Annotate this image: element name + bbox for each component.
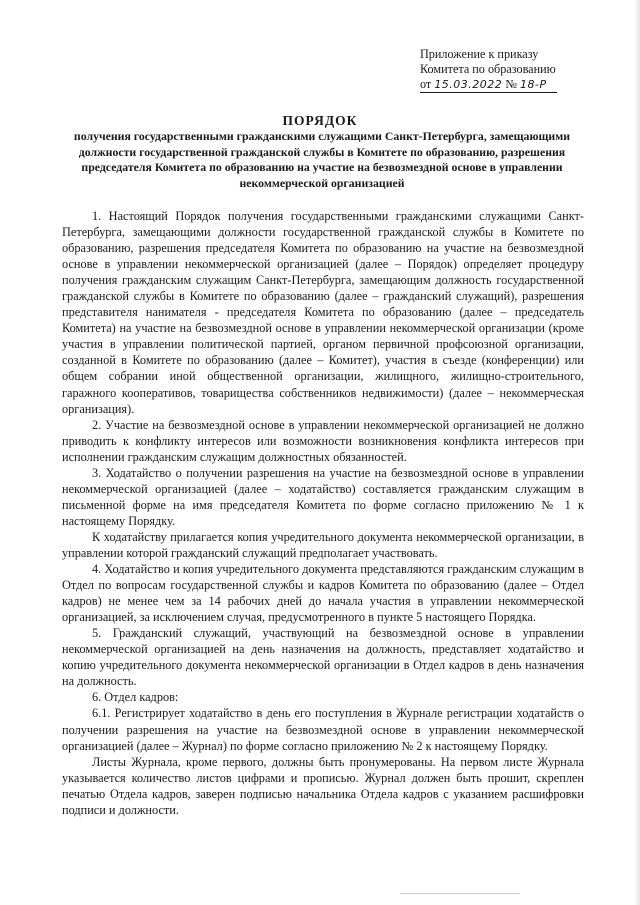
paragraph-6: 6. Отдел кадров:	[92, 690, 179, 705]
paragraph-4: 4. Ходатайство и копия учредительного документа представляются гражданским служащим в Отдел по вопросам государственной службы и кадров Комитета по образованию (далее – Отдел кадров) не менее чем за 14 рабочих дней до начала участия в управлении некоммерческой организацией, за исключением случая, предусмотренного в пункте 5 настоящего Порядка.	[62, 562, 584, 625]
appendix-line-2: Комитета по образованию	[420, 62, 556, 76]
paragraph-5: 5. Гражданский служащий, участвующий на безвозмездной основе в управлении некоммерческой организацией на день назначения на должность, представляет ходатайство и копию учредительного документа некоммерческой организации в Отдел кадров в день назначения на должность.	[62, 626, 584, 689]
appendix-date-line	[420, 77, 557, 93]
paragraph-2: 2. Участие на безвозмездной основе в управлении некоммерческой организацией не должно приводить к конфликту интересов или возможности возникновения конфликта интересов при исполнении гражданским служащим должностных обязанностей.	[62, 417, 584, 464]
document-title: ПОРЯДОК	[282, 113, 358, 128]
scan-artifact-line	[400, 893, 520, 894]
date-prefix: от	[420, 77, 432, 91]
appendix-header	[420, 47, 557, 93]
appendix-line-1: Приложение к приказу	[420, 47, 539, 61]
paragraph-journal-sheets: Листы Журнала, кроме первого, должны быть пронумерованы. На первом листе Журнала указывается количество листов цифрами и прописью. Журнал должен быть прошит, скреплен печатью Отдела кадров, заверен подписью начальника Отдела кадров с указанием расшифровки подписи и должности.	[62, 754, 584, 817]
paragraph-1: 1. Настоящий Порядок получения государственными гражданскими служащими Санкт-Петербурга, замещающими должности государственной гражданской службы в Комитете по образованию, разрешения председателя Комитета по образованию на участие на безвозмездной основе в управлении некоммерческой организацией (далее – Порядок) определяет процедуру получения гражданским служащим Санкт-Петербурга, замещающим должность государственной гражданской службы в Комитете по образованию (далее – гражданский служащий), разрешения представителя нанимателя - председателя Комитета по образованию (далее – председатель Комитета) на участие на безвозмездной основе в управлении некоммерческой организации (кроме участия в управлении политической партией, органом первичной профсоюзной организации, созданной в Комитете по образованию (далее – Комитет), участия в съезде (конференции) или общем собрании иной общественной организации, жилищного, жилищно-строительного, гаражного кооперативов, товарищества собственников недвижимости) (далее – некоммерческая организация).	[62, 209, 584, 416]
paragraph-3-attachment: К ходатайству прилагается копия учредительного документа некоммерческой организации, в управлении которой гражданский служащий предполагает участвовать.	[62, 529, 584, 560]
handwritten-number: 18-Р	[520, 78, 547, 91]
scan-edge-shadow	[634, 0, 640, 905]
handwritten-date: 15.03.2022	[434, 78, 503, 91]
paragraph-3: 3. Ходатайство о получении разрешения на участие на безвозмездной основе в управлении некоммерческой организацией (далее – ходатайство) составляется гражданским служащим в письменной форме на имя председателя Комитета по форме согласно приложению № 1 к настоящему Порядку.	[62, 465, 584, 528]
document-body	[62, 208, 584, 818]
document-subtitle: получения государственными гражданскими служащими Санкт-Петербурга, замещающими должности государственной гражданской службы в Комитете по образованию, разрешения председателя Комитета по образованию на участие на безвозмездной основе в управлении некоммерческой организацией	[73, 129, 571, 190]
number-sign: №	[505, 77, 517, 91]
paragraph-6-1: 6.1. Регистрирует ходатайство в день его поступления в Журнале регистрации ходатайств о получении разрешения на участие на безвозмездной основе в управлении некоммерческой организацией (далее – Журнал) по форме согласно приложению № 2 к настоящему Порядку.	[62, 706, 584, 753]
